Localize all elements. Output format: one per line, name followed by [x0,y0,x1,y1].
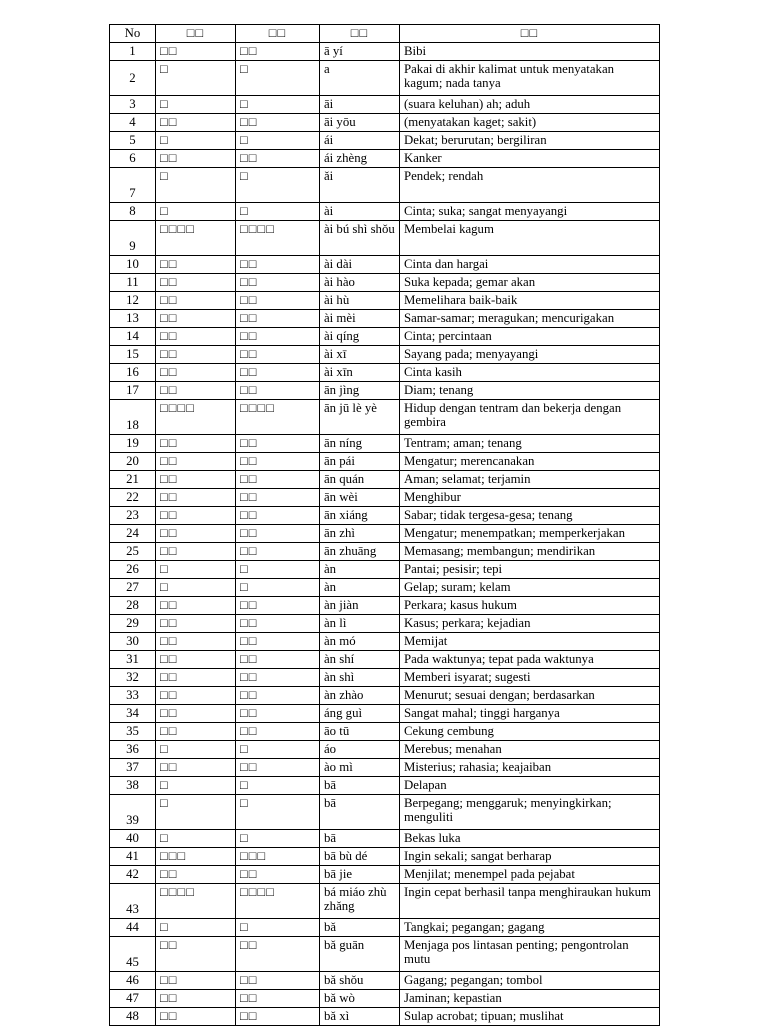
simplified-hanzi: □ [156,919,236,937]
meaning: Cinta; percintaan [400,328,660,346]
pinyin: ān jìng [320,382,400,400]
traditional-hanzi: □ [236,777,320,795]
row-number: 17 [110,382,156,400]
table-row [110,400,660,435]
meaning: Jaminan; kepastian [400,990,660,1008]
simplified-hanzi: □□□□ [156,400,236,435]
simplified-hanzi: □ [156,168,236,203]
row-number: 39 [110,795,156,830]
row-number: 25 [110,543,156,561]
pinyin: bá miáo zhù zhǎng [320,884,400,919]
table-row [110,615,660,633]
row-number: 19 [110,435,156,453]
simplified-hanzi: □ [156,741,236,759]
traditional-hanzi: □ [236,579,320,597]
row-number: 10 [110,256,156,274]
pinyin: àn zhào [320,687,400,705]
traditional-hanzi: □□ [236,274,320,292]
row-number: 11 [110,274,156,292]
row-number: 47 [110,990,156,1008]
table-row [110,328,660,346]
pinyin: bā jie [320,866,400,884]
row-number: 37 [110,759,156,777]
table-row [110,1008,660,1026]
traditional-hanzi: □□ [236,507,320,525]
table-row [110,203,660,221]
pinyin: bā [320,795,400,830]
meaning: Merebus; menahan [400,741,660,759]
simplified-hanzi: □□ [156,471,236,489]
pinyin: āo tū [320,723,400,741]
traditional-hanzi: □□ [236,382,320,400]
simplified-hanzi: □ [156,795,236,830]
simplified-hanzi: □□ [156,489,236,507]
table-row [110,543,660,561]
traditional-hanzi: □ [236,830,320,848]
row-number: 34 [110,705,156,723]
meaning: Memijat [400,633,660,651]
pinyin: àn shì [320,669,400,687]
table-row [110,759,660,777]
pinyin: ái [320,132,400,150]
meaning: Menghibur [400,489,660,507]
simplified-hanzi: □□ [156,597,236,615]
traditional-hanzi: □□ [236,1008,320,1026]
meaning: Kasus; perkara; kejadian [400,615,660,633]
meaning: Sangat mahal; tinggi harganya [400,705,660,723]
pinyin: ài qíng [320,328,400,346]
pinyin: ài mèi [320,310,400,328]
table-row [110,221,660,256]
table-row [110,168,660,203]
simplified-hanzi: □□ [156,328,236,346]
table-row [110,990,660,1008]
row-number: 41 [110,848,156,866]
traditional-hanzi: □ [236,203,320,221]
traditional-hanzi: □□ [236,489,320,507]
meaning: Bekas luka [400,830,660,848]
row-number: 26 [110,561,156,579]
vocabulary-table [109,24,660,1026]
row-number: 6 [110,150,156,168]
meaning: Cinta; suka; sangat menyayangi [400,203,660,221]
table-row [110,525,660,543]
traditional-hanzi: □□ [236,328,320,346]
meaning: Ingin cepat berhasil tanpa menghiraukan hukum [400,884,660,919]
simplified-hanzi: □ [156,203,236,221]
pinyin: àn mó [320,633,400,651]
pinyin: ài dài [320,256,400,274]
row-number: 1 [110,43,156,61]
simplified-hanzi: □□ [156,723,236,741]
pinyin: ài bú shì shǒu [320,221,400,256]
simplified-hanzi: □□ [156,990,236,1008]
traditional-hanzi: □□ [236,292,320,310]
simplified-hanzi: □ [156,579,236,597]
traditional-hanzi: □□ [236,937,320,972]
pinyin: ài [320,203,400,221]
table-row [110,364,660,382]
meaning: Bibi [400,43,660,61]
row-number: 36 [110,741,156,759]
table-row [110,256,660,274]
simplified-hanzi: □□ [156,669,236,687]
meaning: Hidup dengan tentram dan bekerja dengan gembira [400,400,660,435]
table-row [110,43,660,61]
meaning: Pantai; pesisir; tepi [400,561,660,579]
simplified-hanzi: □□ [156,937,236,972]
pinyin: ài hù [320,292,400,310]
meaning: Pakai di akhir kalimat untuk menyatakan kagum; nada tanya [400,61,660,96]
table-row [110,866,660,884]
pinyin: àn [320,561,400,579]
pinyin: bǎ guān [320,937,400,972]
traditional-hanzi: □□ [236,43,320,61]
traditional-hanzi: □□ [236,723,320,741]
pinyin: ài xīn [320,364,400,382]
traditional-hanzi: □□ [236,453,320,471]
table-row [110,795,660,830]
simplified-hanzi: □□ [156,435,236,453]
header-meaning: □□ [400,25,660,43]
traditional-hanzi: □□ [236,669,320,687]
simplified-hanzi: □ [156,132,236,150]
simplified-hanzi: □□□□ [156,221,236,256]
simplified-hanzi: □□ [156,507,236,525]
simplified-hanzi: □□ [156,150,236,168]
row-number: 4 [110,114,156,132]
table-row [110,669,660,687]
row-number: 15 [110,346,156,364]
row-number: 18 [110,400,156,435]
row-number: 44 [110,919,156,937]
simplified-hanzi: □□ [156,292,236,310]
table-row [110,651,660,669]
meaning: Misterius; rahasia; keajaiban [400,759,660,777]
pinyin: ān zhì [320,525,400,543]
row-number: 24 [110,525,156,543]
traditional-hanzi: □□ [236,759,320,777]
row-number: 12 [110,292,156,310]
table-row [110,687,660,705]
meaning: (suara keluhan) ah; aduh [400,96,660,114]
traditional-hanzi: □ [236,61,320,96]
header-traditional: □□ [236,25,320,43]
meaning: Ingin sekali; sangat berharap [400,848,660,866]
row-number: 14 [110,328,156,346]
simplified-hanzi: □ [156,561,236,579]
pinyin: àn shí [320,651,400,669]
row-number: 48 [110,1008,156,1026]
simplified-hanzi: □□ [156,382,236,400]
pinyin: àn [320,579,400,597]
traditional-hanzi: □□ [236,435,320,453]
traditional-hanzi: □□ [236,687,320,705]
table-row [110,830,660,848]
pinyin: bā [320,830,400,848]
traditional-hanzi: □□□□ [236,400,320,435]
row-number: 27 [110,579,156,597]
simplified-hanzi: □ [156,96,236,114]
meaning: Sulap acrobat; tipuan; muslihat [400,1008,660,1026]
meaning: Berpegang; menggaruk; menyingkirkan; menguliti [400,795,660,830]
pinyin: ān quán [320,471,400,489]
table-body [110,43,660,1026]
pinyin: a [320,61,400,96]
row-number: 35 [110,723,156,741]
meaning: Mengatur; menempatkan; memperkerjakan [400,525,660,543]
traditional-hanzi: □ [236,96,320,114]
traditional-hanzi: □□ [236,990,320,1008]
table-row [110,310,660,328]
meaning: Mengatur; merencanakan [400,453,660,471]
traditional-hanzi: □□ [236,866,320,884]
traditional-hanzi: □□ [236,543,320,561]
row-number: 28 [110,597,156,615]
pinyin: ái zhèng [320,150,400,168]
traditional-hanzi: □□□□ [236,221,320,256]
pinyin: ài xī [320,346,400,364]
pinyin: bǎ xì [320,1008,400,1026]
meaning: Diam; tenang [400,382,660,400]
simplified-hanzi: □□ [156,759,236,777]
table-row [110,274,660,292]
meaning: Membelai kagum [400,221,660,256]
row-number: 30 [110,633,156,651]
pinyin: bā [320,777,400,795]
row-number: 20 [110,453,156,471]
pinyin: ān wèi [320,489,400,507]
row-number: 45 [110,937,156,972]
table-row [110,489,660,507]
meaning: Aman; selamat; terjamin [400,471,660,489]
simplified-hanzi: □□ [156,633,236,651]
meaning: Tangkai; pegangan; gagang [400,919,660,937]
simplified-hanzi: □□ [156,972,236,990]
table-row [110,937,660,972]
row-number: 7 [110,168,156,203]
traditional-hanzi: □□ [236,651,320,669]
table-row [110,972,660,990]
row-number: 38 [110,777,156,795]
meaning: Cekung cembung [400,723,660,741]
traditional-hanzi: □□ [236,310,320,328]
table-row [110,919,660,937]
pinyin: bǎ shǒu [320,972,400,990]
table-row [110,435,660,453]
simplified-hanzi: □ [156,61,236,96]
simplified-hanzi: □□ [156,310,236,328]
traditional-hanzi: □□ [236,364,320,382]
meaning: Menjaga pos lintasan penting; pengontrolan mutu [400,937,660,972]
header-pinyin: □□ [320,25,400,43]
meaning: Memberi isyarat; sugesti [400,669,660,687]
row-number: 3 [110,96,156,114]
table-row [110,292,660,310]
traditional-hanzi: □□ [236,705,320,723]
traditional-hanzi: □ [236,795,320,830]
pinyin: ān xiáng [320,507,400,525]
meaning: Delapan [400,777,660,795]
table-row [110,114,660,132]
pinyin: āi yōu [320,114,400,132]
simplified-hanzi: □□□□ [156,884,236,919]
meaning: Pada waktunya; tepat pada waktunya [400,651,660,669]
pinyin: ào mì [320,759,400,777]
meaning: Kanker [400,150,660,168]
table-row [110,848,660,866]
simplified-hanzi: □□ [156,1008,236,1026]
meaning: Menjilat; menempel pada pejabat [400,866,660,884]
traditional-hanzi: □□ [236,346,320,364]
meaning: Gelap; suram; kelam [400,579,660,597]
table-row [110,741,660,759]
simplified-hanzi: □□ [156,114,236,132]
pinyin: ān pái [320,453,400,471]
table-row [110,884,660,919]
simplified-hanzi: □□ [156,346,236,364]
simplified-hanzi: □□ [156,525,236,543]
simplified-hanzi: □□ [156,543,236,561]
row-number: 31 [110,651,156,669]
row-number: 23 [110,507,156,525]
pinyin: ān zhuāng [320,543,400,561]
row-number: 8 [110,203,156,221]
table-row [110,471,660,489]
simplified-hanzi: □□ [156,453,236,471]
table-row [110,132,660,150]
pinyin: ān níng [320,435,400,453]
simplified-hanzi: □□ [156,866,236,884]
simplified-hanzi: □ [156,830,236,848]
table-row [110,561,660,579]
table-row [110,96,660,114]
pinyin: áo [320,741,400,759]
simplified-hanzi: □□ [156,256,236,274]
row-number: 16 [110,364,156,382]
row-number: 9 [110,221,156,256]
meaning: Pendek; rendah [400,168,660,203]
table-row [110,723,660,741]
meaning: Cinta dan hargai [400,256,660,274]
meaning: Tentram; aman; tenang [400,435,660,453]
traditional-hanzi: □□□□ [236,884,320,919]
row-number: 13 [110,310,156,328]
table-row [110,777,660,795]
pinyin: àn jiàn [320,597,400,615]
row-number: 29 [110,615,156,633]
meaning: (menyatakan kaget; sakit) [400,114,660,132]
meaning: Samar-samar; meragukan; mencurigakan [400,310,660,328]
meaning: Gagang; pegangan; tombol [400,972,660,990]
table-row [110,579,660,597]
row-number: 33 [110,687,156,705]
pinyin: ǎi [320,168,400,203]
pinyin: bǎ wò [320,990,400,1008]
row-number: 40 [110,830,156,848]
meaning: Menurut; sesuai dengan; berdasarkan [400,687,660,705]
simplified-hanzi: □□ [156,274,236,292]
pinyin: bā bù dé [320,848,400,866]
simplified-hanzi: □□ [156,364,236,382]
header-simplified: □□ [156,25,236,43]
meaning: Dekat; berurutan; bergiliran [400,132,660,150]
pinyin: bǎ [320,919,400,937]
table-header-row [110,25,660,43]
traditional-hanzi: □ [236,168,320,203]
table-row [110,382,660,400]
meaning: Memasang; membangun; mendirikan [400,543,660,561]
row-number: 5 [110,132,156,150]
table-row [110,633,660,651]
meaning: Perkara; kasus hukum [400,597,660,615]
meaning: Suka kepada; gemar akan [400,274,660,292]
row-number: 32 [110,669,156,687]
row-number: 2 [110,61,156,96]
table-row [110,507,660,525]
row-number: 43 [110,884,156,919]
simplified-hanzi: □□ [156,651,236,669]
row-number: 46 [110,972,156,990]
traditional-hanzi: □□ [236,525,320,543]
simplified-hanzi: □□ [156,687,236,705]
row-number: 21 [110,471,156,489]
simplified-hanzi: □□ [156,705,236,723]
pinyin: ān jū lè yè [320,400,400,435]
meaning: Sabar; tidak tergesa-gesa; tenang [400,507,660,525]
meaning: Cinta kasih [400,364,660,382]
pinyin: àn lì [320,615,400,633]
traditional-hanzi: □□□ [236,848,320,866]
traditional-hanzi: □□ [236,150,320,168]
traditional-hanzi: □□ [236,633,320,651]
pinyin: áng guì [320,705,400,723]
table-row [110,150,660,168]
pinyin: ā yí [320,43,400,61]
table-row [110,597,660,615]
traditional-hanzi: □ [236,741,320,759]
table-row [110,346,660,364]
traditional-hanzi: □□ [236,597,320,615]
row-number: 22 [110,489,156,507]
traditional-hanzi: □□ [236,471,320,489]
row-number: 42 [110,866,156,884]
traditional-hanzi: □ [236,132,320,150]
header-no: No [110,25,156,43]
simplified-hanzi: □□ [156,43,236,61]
simplified-hanzi: □□ [156,615,236,633]
traditional-hanzi: □ [236,561,320,579]
traditional-hanzi: □□ [236,972,320,990]
table-row [110,705,660,723]
table-row [110,453,660,471]
meaning: Sayang pada; menyayangi [400,346,660,364]
table-row [110,61,660,96]
pinyin: ài hào [320,274,400,292]
meaning: Memelihara baik-baik [400,292,660,310]
pinyin: āi [320,96,400,114]
traditional-hanzi: □□ [236,256,320,274]
traditional-hanzi: □□ [236,615,320,633]
simplified-hanzi: □□□ [156,848,236,866]
traditional-hanzi: □ [236,919,320,937]
simplified-hanzi: □ [156,777,236,795]
traditional-hanzi: □□ [236,114,320,132]
